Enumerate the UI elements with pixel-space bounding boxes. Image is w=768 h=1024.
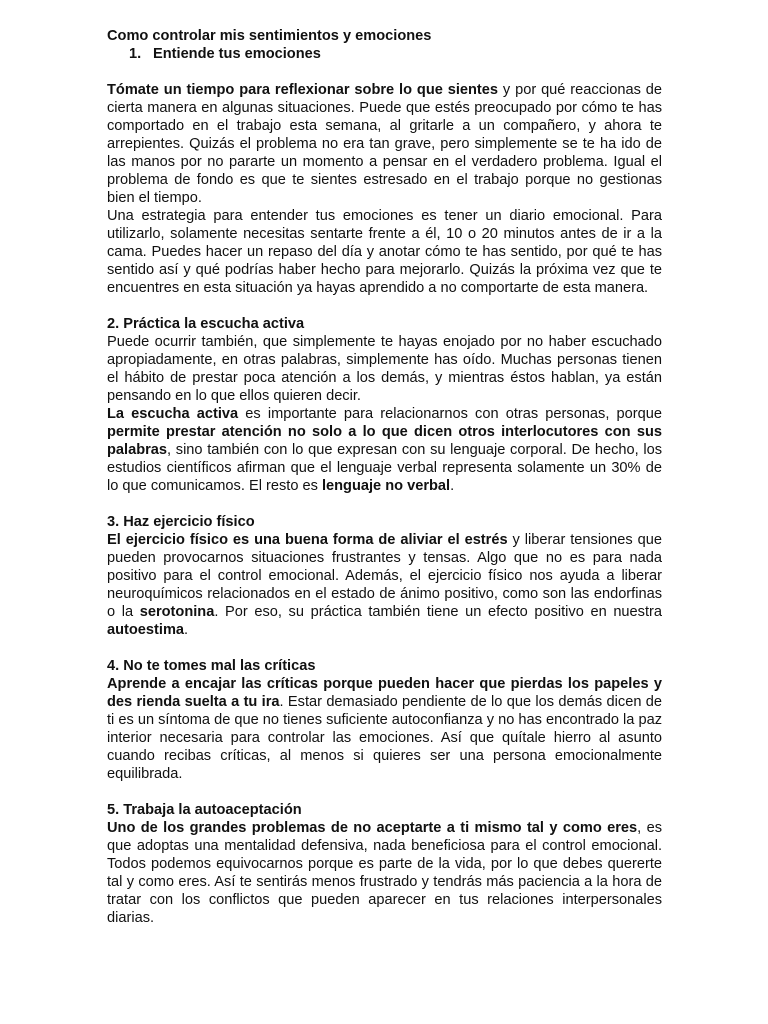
section-3-p1-text-2: . Por eso, su práctica también tiene un efecto positivo en nuestra (214, 604, 662, 620)
section-1-heading-text: Entiende tus emociones (153, 46, 321, 62)
section-5-p1-text-1: , es que adoptas una mentalidad defensiva, nada beneficiosa para el control emocional. Todos podemos equivocarnos porque es parte de la vida, por lo que debes quererte tal y como eres. Así te sentirás menos frustrado y tendrás más paciencia a la hora de tratar con los conflictos que pueden aparecer en tus relaciones interpersonales diarias. (107, 820, 662, 926)
section-4-heading: 4. No te tomes mal las críticas (107, 658, 316, 674)
section-5 (107, 801, 662, 927)
section-5-paragraph-1 (107, 819, 662, 927)
section-1-paragraph-2: Una estrategia para entender tus emociones es tener un diario emocional. Para utilizarlo, solamente necesitas sentarte frente a él, 10 o 20 minutos antes de ir a la cama. Puedes hacer un repaso del día y anotar cómo te has sentido, por qué te has sentido así y qué podrías haber hecho para mejorarlo. Quizás la próxima vez que te encuentres en esta situación ya hayas aprendido a no comportarte de esta manera. (107, 208, 662, 296)
section-2-p2-bold-2: permite prestar atención no solo a lo que dicen otros interlocutores con sus palabras (107, 424, 662, 458)
section-3-p1-bold-1: El ejercicio físico es una buena forma de aliviar el estrés (107, 532, 508, 548)
section-3-p1-bold-2: serotonina (139, 604, 215, 620)
section-1-paragraph-1 (107, 81, 662, 207)
section-5-heading: 5. Trabaja la autoaceptación (107, 802, 302, 818)
document-title: Como controlar mis sentimientos y emociones (107, 28, 432, 44)
section-2-p2-text-2: , sino también con lo que expresan con su lenguaje corporal. De hecho, los estudios científicos afirman que el lenguaje verbal representa solamente un 30% de lo que comunicamos. El resto es (107, 442, 662, 494)
section-2-heading: 2. Práctica la escucha activa (107, 316, 305, 332)
section-3-heading: 3. Haz ejercicio físico (107, 514, 255, 530)
section-1-heading (107, 45, 662, 63)
document-page (107, 27, 662, 927)
section-2-p2-text-1: es importante para relacionarnos con otras personas, porque (238, 406, 662, 422)
section-3-paragraph-1 (107, 531, 662, 639)
section-4-p1-text-1: . Estar demasiado pendiente de lo que los demás dicen de ti es un síntoma de que no tienes suficiente autoconfianza y no has encontrado la paz interior necesaria para controlar las emociones. Así que quítale hierro al asunto cuando recibas críticas, al menos si quieres ser una persona emocionalmente equilibrada. (107, 694, 662, 782)
section-4-p1-bold-1: Aprende a encajar las críticas porque pueden hacer que pierdas los papeles y des rienda suelta a tu ira (107, 676, 662, 710)
section-2-paragraph-2 (107, 405, 662, 495)
section-2-p2-bold-1: La escucha activa (107, 406, 239, 422)
section-2-paragraph-1: Puede ocurrir también, que simplemente te hayas enojado por no haber escuchado apropiadamente, en otras palabras, simplemente has oído. Muchas personas tienen el hábito de prestar poca atención a los demás, y mientras éstos hablan, ya están pensando en lo que ellos quieren decir. (107, 334, 662, 404)
section-2-p2-text-3: . (450, 478, 455, 494)
section-2-p2-bold-3: lenguaje no verbal (321, 478, 451, 494)
section-3 (107, 513, 662, 639)
section-5-p1-bold-1: Uno de los grandes problemas de no aceptarte a ti mismo tal y como eres (107, 820, 638, 836)
section-3-p1-text-1: y liberar tensiones que pueden provocarnos situaciones frustrantes y tensas. Algo que no es para nada positivo para el control emocional. Además, el ejercicio físico nos ayuda a liberar neuroquímicos relacionados en el estado de ánimo positivo, como son las endorfinas o la (107, 532, 662, 620)
section-4-paragraph-1 (107, 675, 662, 783)
section-4 (107, 657, 662, 783)
section-1-p1-bold: Tómate un tiempo para reflexionar sobre lo que sientes (107, 82, 499, 98)
section-3-p1-text-3: . (184, 622, 189, 638)
section-1-number: 1. (129, 46, 142, 62)
section-3-p1-bold-3: autoestima (107, 622, 185, 638)
section-2 (107, 315, 662, 495)
section-1-p1-text: y por qué reaccionas de cierta manera en algunas situaciones. Puede que estés preocupado por cómo te has comportado en el trabajo esta semana, al gritarle a un compañero, y ahora te arrepientes. Quizás el problema no era tan grave, pero simplemente se te ha ido de las manos por no pararte un momento a pensar en el verdadero problema. Igual el problema de fondo es que te sientes estresado en el trabajo porque no gestionas bien el tiempo. (107, 82, 662, 206)
section-1 (107, 81, 662, 297)
